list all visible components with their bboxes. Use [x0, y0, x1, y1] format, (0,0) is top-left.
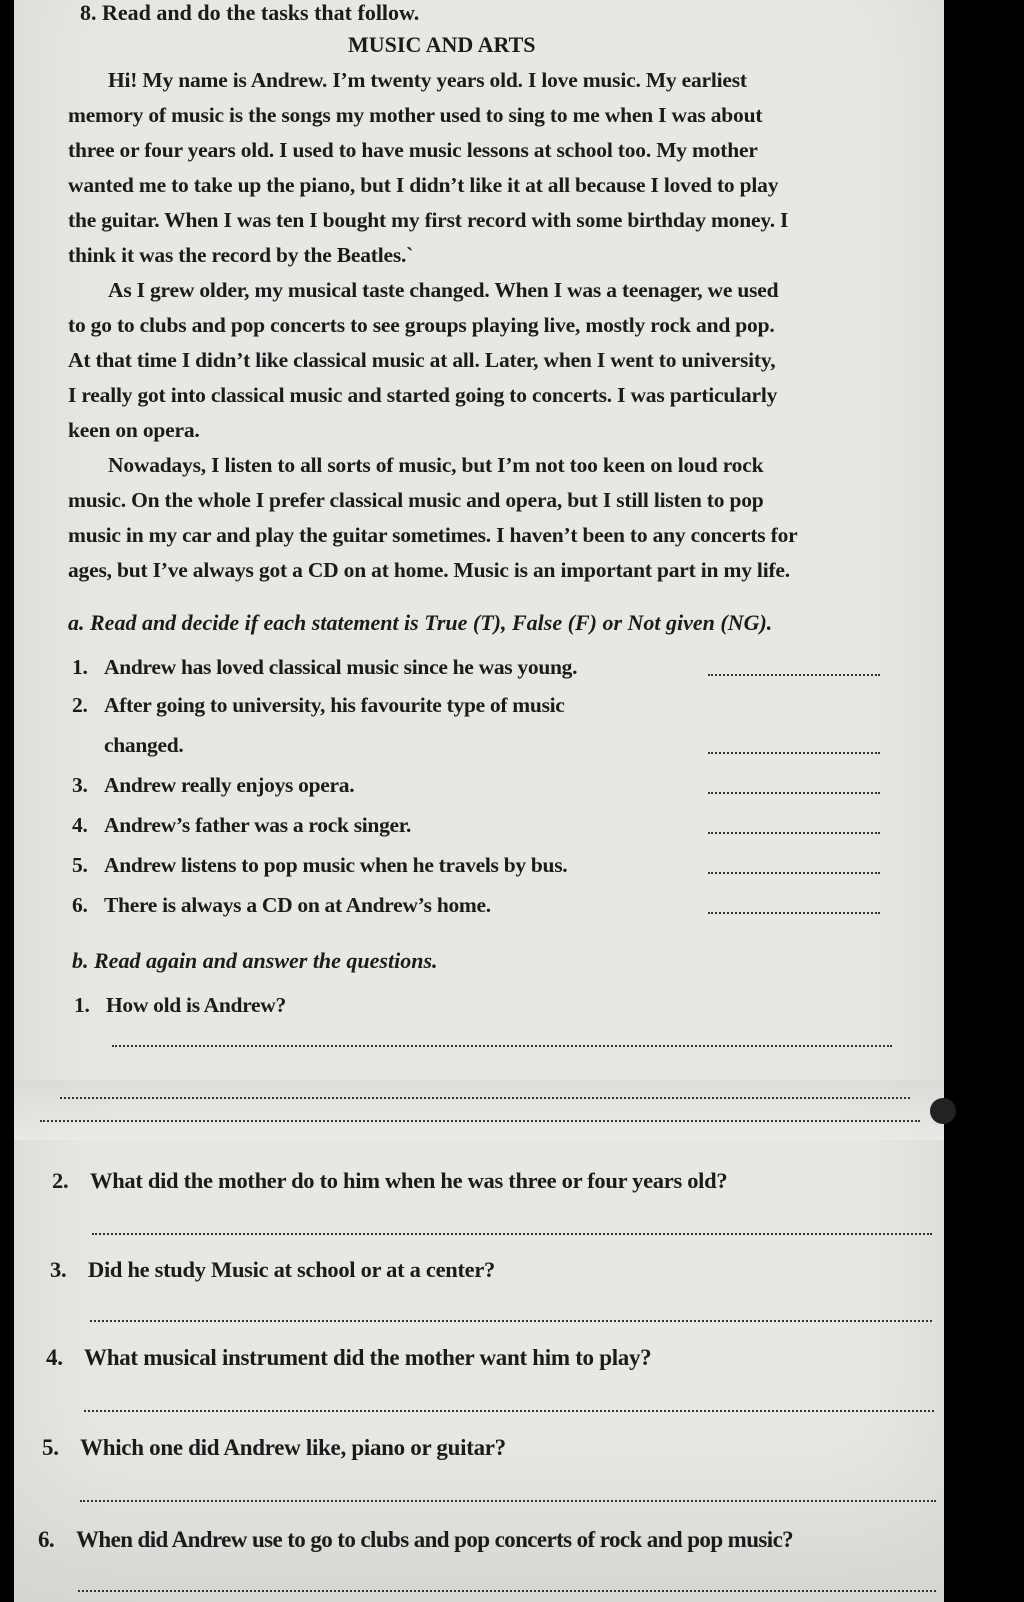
answer-line-b1[interactable]	[112, 1045, 892, 1047]
answer-blank-a2[interactable]	[708, 752, 880, 754]
passage-line: At that time I didn’t like classical music at all. Later, when I went to university,	[68, 348, 776, 372]
question-text: Which one did Andrew like, piano or guitar?	[80, 1435, 506, 1460]
statement-4	[72, 813, 411, 838]
statement-5	[72, 853, 567, 878]
answer-line-b1-extra[interactable]	[40, 1120, 920, 1122]
passage-line: Nowadays, I listen to all sorts of music, but I’m not too keen on loud rock	[108, 453, 764, 477]
passage-line: I really got into classical music and started going to concerts. I was particularly	[68, 383, 778, 407]
statement-text: Andrew listens to pop music when he travels by bus.	[104, 853, 568, 877]
task-b-instruction: b. Read again and answer the questions.	[72, 948, 438, 973]
statement-text: After going to university, his favourite type of music	[104, 693, 565, 717]
question-number: 6.	[38, 1527, 55, 1552]
question-number: 1.	[74, 993, 90, 1017]
answer-line-b4[interactable]	[84, 1410, 934, 1412]
question-number: 4.	[46, 1345, 63, 1370]
passage-title: MUSIC AND ARTS	[348, 32, 536, 57]
question-5	[42, 1435, 506, 1461]
answer-line-b6[interactable]	[78, 1590, 936, 1592]
statement-1	[72, 655, 577, 680]
answer-line-b2[interactable]	[92, 1233, 932, 1235]
statement-number: 3.	[72, 773, 88, 797]
question-3	[50, 1257, 495, 1283]
statement-6	[72, 893, 491, 918]
passage-line: three or four years old. I used to have music lessons at school too. My mother	[68, 138, 758, 162]
statement-number: 4.	[72, 813, 88, 837]
exercise-heading: 8. Read and do the tasks that follow.	[80, 0, 420, 25]
question-number: 5.	[42, 1435, 59, 1460]
question-1	[74, 993, 286, 1018]
passage-line: memory of music is the songs my mother used to sing to me when I was about	[68, 103, 763, 127]
question-text: What did the mother do to him when he was three or four years old?	[90, 1168, 728, 1193]
answer-blank-a6[interactable]	[708, 912, 880, 914]
answer-blank-a3[interactable]	[708, 792, 880, 794]
question-text: When did Andrew use to go to clubs and pop concerts of rock and pop music?	[76, 1527, 794, 1552]
statement-number: 5.	[72, 853, 88, 877]
answer-line-b3[interactable]	[90, 1320, 932, 1322]
statement-text: There is always a CD on at Andrew’s home.	[104, 893, 491, 917]
answer-blank-a5[interactable]	[708, 872, 880, 874]
question-6	[38, 1527, 793, 1553]
statement-text: Andrew’s father was a rock singer.	[104, 813, 412, 837]
passage-line: the guitar. When I was ten I bought my first record with some birthday money. I	[68, 208, 789, 232]
passage-line: music. On the whole I prefer classical music and opera, but I still listen to pop	[68, 488, 764, 512]
statement-2	[72, 693, 565, 718]
answer-line-b1-extra[interactable]	[60, 1097, 910, 1099]
passage-line: to go to clubs and pop concerts to see groups playing live, mostly rock and pop.	[68, 313, 775, 337]
passage-line: think it was the record by the Beatles.`	[68, 243, 414, 267]
passage-line: Hi! My name is Andrew. I’m twenty years old. I love music. My earliest	[108, 68, 747, 92]
answer-blank-a4[interactable]	[708, 832, 880, 834]
question-2	[52, 1168, 727, 1194]
statement-text: Andrew really enjoys opera.	[104, 773, 355, 797]
passage-line: ages, but I’ve always got a CD on at home. Music is an important part in my life.	[68, 558, 790, 582]
question-number: 2.	[52, 1168, 69, 1193]
passage-line: music in my car and play the guitar sometimes. I haven’t been to any concerts for	[68, 523, 798, 547]
binder-hole	[930, 1098, 956, 1124]
statement-number: 6.	[72, 893, 88, 917]
answer-blank-a1[interactable]	[708, 674, 880, 676]
passage-line: As I grew older, my musical taste changed. When I was a teenager, we used	[108, 278, 779, 302]
question-4	[46, 1345, 651, 1371]
task-a-instruction: a. Read and decide if each statement is True (T), False (F) or Not given (NG).	[68, 610, 773, 635]
question-text: How old is Andrew?	[106, 993, 286, 1017]
statement-2-continued: changed.	[104, 733, 184, 757]
question-text: What musical instrument did the mother want him to play?	[84, 1345, 652, 1370]
question-text: Did he study Music at school or at a center?	[88, 1257, 495, 1282]
statement-text: Andrew has loved classical music since he was young.	[104, 655, 578, 679]
page-fold-shadow	[14, 1080, 944, 1140]
statement-number: 1.	[72, 655, 88, 679]
passage-line: keen on opera.	[68, 418, 200, 442]
question-number: 3.	[50, 1257, 67, 1282]
statement-number: 2.	[72, 693, 88, 717]
statement-3	[72, 773, 354, 798]
passage-line: wanted me to take up the piano, but I didn’t like it at all because I loved to play	[68, 173, 779, 197]
answer-line-b5[interactable]	[80, 1500, 936, 1502]
